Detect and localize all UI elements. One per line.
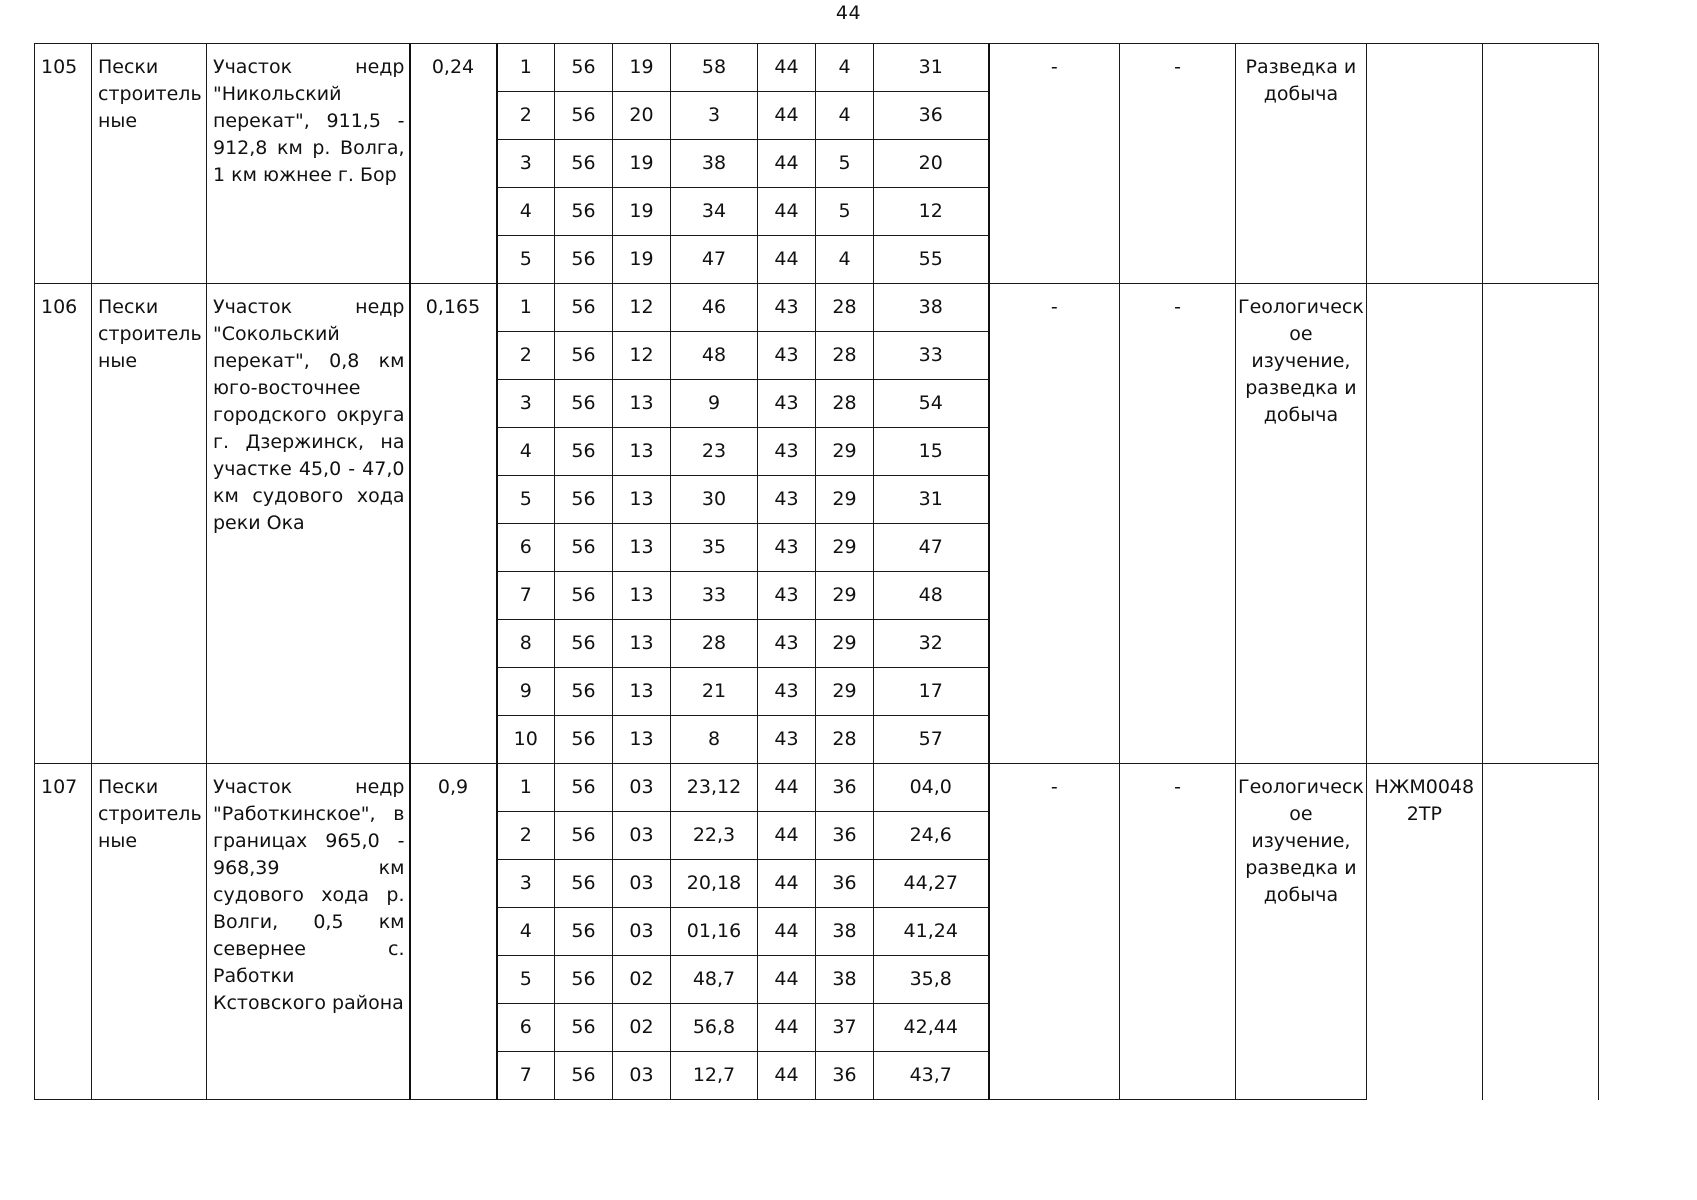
lat-seconds-cell: 48,7 (671, 956, 758, 1004)
page-number: 44 (835, 2, 862, 24)
plot-description-cell: Участок недр "Сокольский перекат", 0,8 км юго-восточнее городского округа г. Дзержинск, на участке 45,0 - 47,0 км судового хода реки Ока (207, 284, 410, 764)
lat-degrees-cell: 56 (555, 764, 613, 812)
lat-minutes-cell: 13 (613, 716, 671, 764)
lat-seconds-cell: 33 (671, 572, 758, 620)
lon-seconds-cell: 36 (874, 92, 989, 140)
lat-seconds-cell: 38 (671, 140, 758, 188)
table-row (35, 284, 1599, 332)
table-row (35, 764, 1599, 812)
point-number-cell: 1 (497, 284, 555, 332)
lat-minutes-cell: 13 (613, 380, 671, 428)
lon-seconds-cell: 55 (874, 236, 989, 284)
lat-minutes-cell: 03 (613, 1052, 671, 1100)
lon-degrees-cell: 44 (758, 92, 816, 140)
subsoil-registry-table (34, 43, 1599, 1100)
lon-minutes-cell: 4 (816, 92, 874, 140)
lon-minutes-cell: 4 (816, 44, 874, 92)
lon-minutes-cell: 29 (816, 668, 874, 716)
dash-cell: - (1120, 764, 1236, 1100)
lat-degrees-cell: 56 (555, 668, 613, 716)
lat-degrees-cell: 56 (555, 44, 613, 92)
license-cell (1366, 284, 1482, 764)
lat-minutes-cell: 19 (613, 188, 671, 236)
dash-cell: - (989, 764, 1120, 1100)
lat-seconds-cell: 21 (671, 668, 758, 716)
lat-seconds-cell: 35 (671, 524, 758, 572)
lon-seconds-cell: 24,6 (874, 812, 989, 860)
lat-minutes-cell: 19 (613, 236, 671, 284)
lat-seconds-cell: 23 (671, 428, 758, 476)
lon-degrees-cell: 44 (758, 188, 816, 236)
lon-degrees-cell: 43 (758, 524, 816, 572)
lat-minutes-cell: 19 (613, 44, 671, 92)
lon-minutes-cell: 38 (816, 956, 874, 1004)
lon-seconds-cell: 48 (874, 572, 989, 620)
lon-minutes-cell: 36 (816, 812, 874, 860)
extra-cell (1482, 284, 1598, 764)
lon-minutes-cell: 29 (816, 572, 874, 620)
lat-minutes-cell: 03 (613, 764, 671, 812)
lat-minutes-cell: 20 (613, 92, 671, 140)
lat-seconds-cell: 3 (671, 92, 758, 140)
lon-degrees-cell: 44 (758, 908, 816, 956)
lon-degrees-cell: 44 (758, 764, 816, 812)
lon-minutes-cell: 29 (816, 428, 874, 476)
lon-minutes-cell: 28 (816, 284, 874, 332)
lon-minutes-cell: 29 (816, 620, 874, 668)
lat-seconds-cell: 12,7 (671, 1052, 758, 1100)
lat-seconds-cell: 56,8 (671, 1004, 758, 1052)
lon-degrees-cell: 43 (758, 572, 816, 620)
lat-minutes-cell: 13 (613, 620, 671, 668)
point-number-cell: 1 (497, 764, 555, 812)
lat-degrees-cell: 56 (555, 1004, 613, 1052)
extra-cell (1482, 764, 1598, 1100)
lon-degrees-cell: 44 (758, 1004, 816, 1052)
lon-minutes-cell: 36 (816, 860, 874, 908)
lon-degrees-cell: 44 (758, 1052, 816, 1100)
lon-minutes-cell: 36 (816, 764, 874, 812)
area-cell: 0,24 (410, 44, 497, 284)
lat-seconds-cell: 34 (671, 188, 758, 236)
license-cell: НЖМ0048 2ТР (1366, 764, 1482, 1100)
point-number-cell: 5 (497, 236, 555, 284)
lon-seconds-cell: 31 (874, 476, 989, 524)
extra-cell (1482, 44, 1598, 284)
lon-seconds-cell: 54 (874, 380, 989, 428)
lat-degrees-cell: 56 (555, 380, 613, 428)
lon-minutes-cell: 37 (816, 1004, 874, 1052)
lat-seconds-cell: 8 (671, 716, 758, 764)
point-number-cell: 10 (497, 716, 555, 764)
point-number-cell: 3 (497, 380, 555, 428)
lon-seconds-cell: 42,44 (874, 1004, 989, 1052)
lat-seconds-cell: 22,3 (671, 812, 758, 860)
point-number-cell: 3 (497, 140, 555, 188)
lat-degrees-cell: 56 (555, 476, 613, 524)
lat-minutes-cell: 12 (613, 332, 671, 380)
lon-degrees-cell: 43 (758, 476, 816, 524)
lon-minutes-cell: 28 (816, 332, 874, 380)
point-number-cell: 6 (497, 524, 555, 572)
lon-degrees-cell: 43 (758, 716, 816, 764)
point-number-cell: 7 (497, 572, 555, 620)
lat-seconds-cell: 01,16 (671, 908, 758, 956)
lon-seconds-cell: 04,0 (874, 764, 989, 812)
lon-seconds-cell: 32 (874, 620, 989, 668)
lat-degrees-cell: 56 (555, 1052, 613, 1100)
lat-minutes-cell: 03 (613, 812, 671, 860)
point-number-cell: 9 (497, 668, 555, 716)
lat-degrees-cell: 56 (555, 236, 613, 284)
purpose-cell: Геологическ ое изучение, разведка и добыча (1236, 284, 1367, 764)
lat-minutes-cell: 03 (613, 908, 671, 956)
lon-seconds-cell: 12 (874, 188, 989, 236)
dash-cell: - (1120, 284, 1236, 764)
lat-minutes-cell: 13 (613, 572, 671, 620)
lon-seconds-cell: 31 (874, 44, 989, 92)
point-number-cell: 8 (497, 620, 555, 668)
lat-degrees-cell: 56 (555, 140, 613, 188)
lon-seconds-cell: 20 (874, 140, 989, 188)
lon-degrees-cell: 44 (758, 860, 816, 908)
lon-seconds-cell: 41,24 (874, 908, 989, 956)
lat-seconds-cell: 20,18 (671, 860, 758, 908)
mineral-type-cell: Пески строитель ные (92, 284, 207, 764)
lat-minutes-cell: 02 (613, 956, 671, 1004)
lat-minutes-cell: 12 (613, 284, 671, 332)
lat-minutes-cell: 13 (613, 428, 671, 476)
lon-degrees-cell: 43 (758, 380, 816, 428)
area-cell: 0,165 (410, 284, 497, 764)
lon-minutes-cell: 36 (816, 1052, 874, 1100)
lat-minutes-cell: 13 (613, 668, 671, 716)
lat-seconds-cell: 28 (671, 620, 758, 668)
license-cell (1366, 44, 1482, 284)
lat-degrees-cell: 56 (555, 956, 613, 1004)
lat-seconds-cell: 46 (671, 284, 758, 332)
point-number-cell: 3 (497, 860, 555, 908)
lon-minutes-cell: 29 (816, 524, 874, 572)
purpose-cell: Разведка и добыча (1236, 44, 1367, 284)
table-row (35, 44, 1599, 92)
lat-minutes-cell: 19 (613, 140, 671, 188)
lat-minutes-cell: 03 (613, 860, 671, 908)
purpose-cell: Геологическ ое изучение, разведка и добыча (1236, 764, 1367, 1100)
record-number-cell: 105 (35, 44, 92, 284)
point-number-cell: 7 (497, 1052, 555, 1100)
lon-seconds-cell: 17 (874, 668, 989, 716)
lat-degrees-cell: 56 (555, 812, 613, 860)
lat-seconds-cell: 9 (671, 380, 758, 428)
mineral-type-cell: Пески строитель ные (92, 764, 207, 1100)
lon-seconds-cell: 35,8 (874, 956, 989, 1004)
point-number-cell: 4 (497, 908, 555, 956)
lon-minutes-cell: 4 (816, 236, 874, 284)
point-number-cell: 5 (497, 956, 555, 1004)
lon-minutes-cell: 28 (816, 716, 874, 764)
lon-degrees-cell: 43 (758, 428, 816, 476)
lon-degrees-cell: 44 (758, 236, 816, 284)
record-number-cell: 106 (35, 284, 92, 764)
lon-degrees-cell: 44 (758, 812, 816, 860)
lon-minutes-cell: 38 (816, 908, 874, 956)
point-number-cell: 2 (497, 92, 555, 140)
lon-degrees-cell: 44 (758, 140, 816, 188)
plot-description-cell: Участок недр "Работкинское", в границах 965,0 - 968,39 км судового хода р. Волги, 0,5 км севернее с. Работки Кстовского района (207, 764, 410, 1100)
lon-seconds-cell: 44,27 (874, 860, 989, 908)
lon-seconds-cell: 47 (874, 524, 989, 572)
point-number-cell: 5 (497, 476, 555, 524)
lat-degrees-cell: 56 (555, 572, 613, 620)
lon-degrees-cell: 44 (758, 956, 816, 1004)
record-number-cell: 107 (35, 764, 92, 1100)
lat-degrees-cell: 56 (555, 92, 613, 140)
lon-seconds-cell: 15 (874, 428, 989, 476)
lat-seconds-cell: 30 (671, 476, 758, 524)
plot-description-cell: Участок недр "Никольский перекат", 911,5 - 912,8 км р. Волга, 1 км южнее г. Бор (207, 44, 410, 284)
lat-degrees-cell: 56 (555, 860, 613, 908)
lon-degrees-cell: 43 (758, 332, 816, 380)
mineral-type-cell: Пески строитель ные (92, 44, 207, 284)
lat-seconds-cell: 58 (671, 44, 758, 92)
lon-minutes-cell: 5 (816, 140, 874, 188)
lon-seconds-cell: 38 (874, 284, 989, 332)
lon-degrees-cell: 44 (758, 44, 816, 92)
lat-degrees-cell: 56 (555, 428, 613, 476)
lat-degrees-cell: 56 (555, 620, 613, 668)
point-number-cell: 6 (497, 1004, 555, 1052)
lat-seconds-cell: 23,12 (671, 764, 758, 812)
lat-minutes-cell: 13 (613, 476, 671, 524)
point-number-cell: 1 (497, 44, 555, 92)
area-cell: 0,9 (410, 764, 497, 1100)
lon-seconds-cell: 43,7 (874, 1052, 989, 1100)
point-number-cell: 2 (497, 812, 555, 860)
point-number-cell: 2 (497, 332, 555, 380)
lon-minutes-cell: 28 (816, 380, 874, 428)
dash-cell: - (1120, 44, 1236, 284)
point-number-cell: 4 (497, 188, 555, 236)
lon-seconds-cell: 33 (874, 332, 989, 380)
lat-minutes-cell: 13 (613, 524, 671, 572)
lon-seconds-cell: 57 (874, 716, 989, 764)
lat-degrees-cell: 56 (555, 908, 613, 956)
lat-degrees-cell: 56 (555, 716, 613, 764)
lat-degrees-cell: 56 (555, 524, 613, 572)
lon-minutes-cell: 29 (816, 476, 874, 524)
lat-degrees-cell: 56 (555, 332, 613, 380)
lat-degrees-cell: 56 (555, 284, 613, 332)
dash-cell: - (989, 44, 1120, 284)
lat-degrees-cell: 56 (555, 188, 613, 236)
lon-degrees-cell: 43 (758, 620, 816, 668)
lat-seconds-cell: 47 (671, 236, 758, 284)
lon-degrees-cell: 43 (758, 284, 816, 332)
dash-cell: - (989, 284, 1120, 764)
lat-minutes-cell: 02 (613, 1004, 671, 1052)
lon-degrees-cell: 43 (758, 668, 816, 716)
point-number-cell: 4 (497, 428, 555, 476)
lat-seconds-cell: 48 (671, 332, 758, 380)
lon-minutes-cell: 5 (816, 188, 874, 236)
